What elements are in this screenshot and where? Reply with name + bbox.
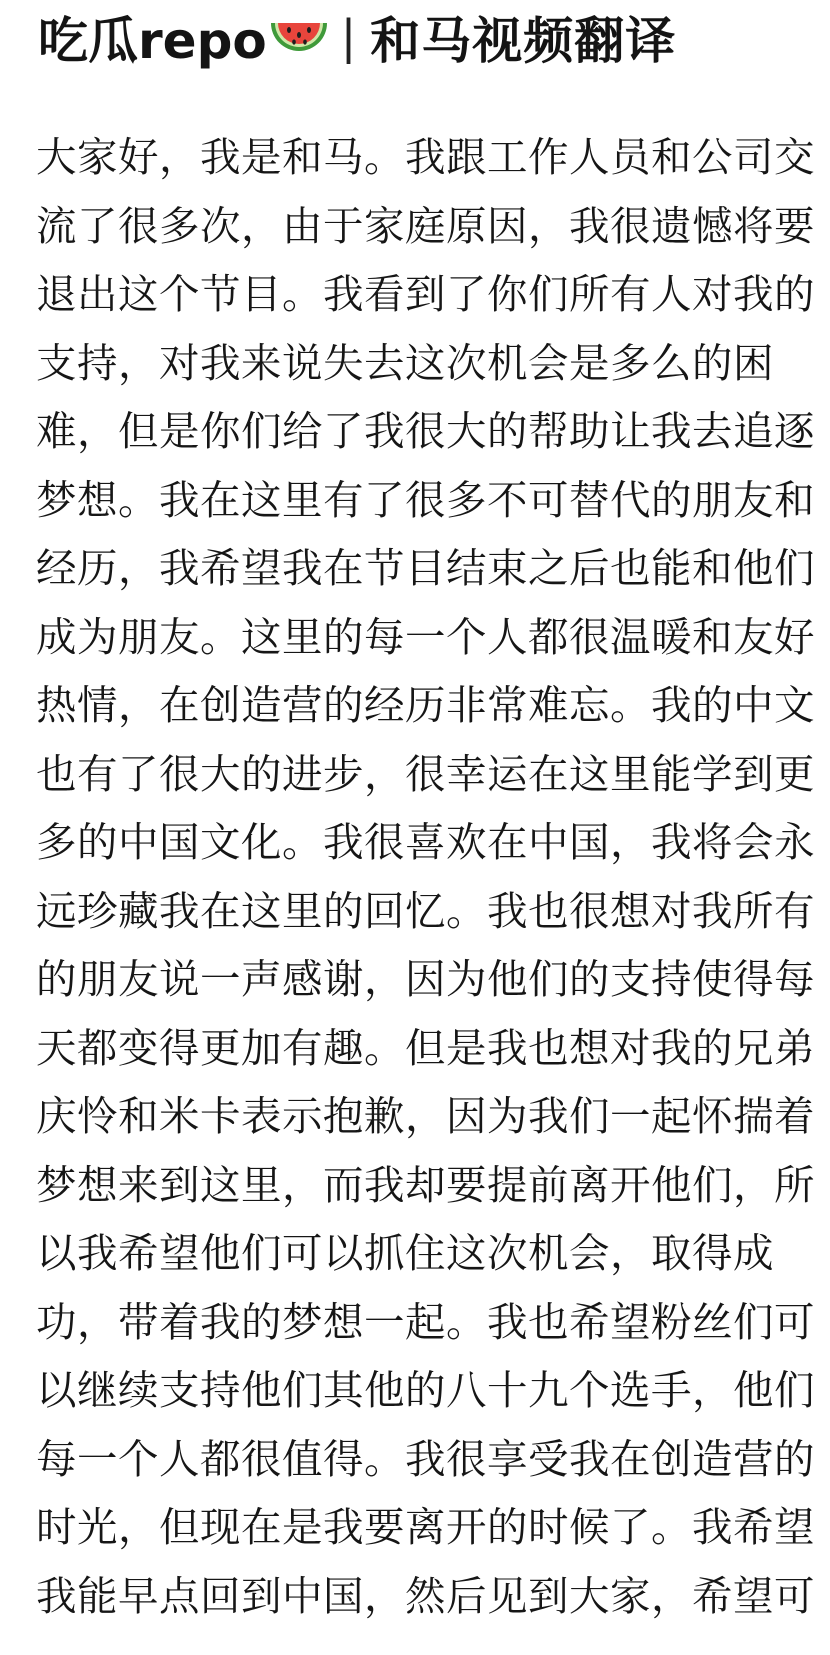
article-line: 大家好，我是和马。我跟工作人员和公司交 xyxy=(36,133,815,181)
article-line: 梦想来到这里，而我却要提前离开他们，所 xyxy=(36,1160,815,1209)
article-line: 我能早点回到中国，然后见到大家，希望可 xyxy=(36,1571,815,1620)
watermelon-icon-graphic xyxy=(267,9,331,65)
article-line: 成为朋友。这里的每一个人都很温暖和友好 xyxy=(36,612,815,661)
article-line: 以继续支持他们其他的八十九个选手，他们 xyxy=(36,1366,815,1414)
article-line: 热情，在创造营的经历非常难忘。我的中文 xyxy=(36,681,815,729)
article-line: 多的中国文化。我很喜欢在中国，我将会永 xyxy=(36,818,815,866)
article-line: 每一个人都很值得。我很享受我在创造营的 xyxy=(36,1434,815,1483)
article-line: 退出这个节目。我看到了你们所有人对我的 xyxy=(36,270,815,318)
channel-title: 吃瓜repo xyxy=(38,12,267,70)
article-line: 的朋友说一声感谢，因为他们的支持使得每 xyxy=(36,955,815,1003)
article-line: 经历，我希望我在节目结束之后也能和他们 xyxy=(36,544,815,592)
article-line: 功，带着我的梦想一起。我也希望粉丝们可 xyxy=(36,1297,815,1346)
article-line: 支持，对我来说失去这次机会是多么的困 xyxy=(36,338,774,387)
watermelon-seed xyxy=(307,27,311,33)
watermelon-seed xyxy=(292,39,296,44)
article-line: 天都变得更加有趣。但是我也想对我的兄弟 xyxy=(36,1023,815,1072)
article-body xyxy=(36,123,815,1630)
watermelon-icon xyxy=(267,9,331,65)
watermelon-seed xyxy=(297,32,301,38)
watermelon-seed xyxy=(303,39,307,44)
article-line: 难，但是你们给了我很大的帮助让我去追逐 xyxy=(36,407,815,455)
watermelon-seed xyxy=(287,27,291,33)
article-line: 以我希望他们可以抓住这次机会，取得成 xyxy=(36,1229,774,1277)
article-line: 时光，但现在是我要离开的时候了。我希望 xyxy=(36,1503,815,1551)
post-subtitle: 和马视频翻译 xyxy=(370,12,677,70)
article-line: 梦想。我在这里有了很多不可替代的朋友和 xyxy=(36,475,815,524)
header-separator: | xyxy=(340,10,357,64)
article-line: 也有了很大的进步，很幸运在这里能学到更 xyxy=(36,749,815,798)
article-line: 庆怜和米卡表示抱歉，因为我们一起怀揣着 xyxy=(36,1092,815,1140)
post-header xyxy=(38,2,676,72)
article-line: 流了很多次，由于家庭原因，我很遗憾将要 xyxy=(36,201,815,250)
article-line: 远珍藏我在这里的回忆。我也很想对我所有 xyxy=(36,886,815,935)
